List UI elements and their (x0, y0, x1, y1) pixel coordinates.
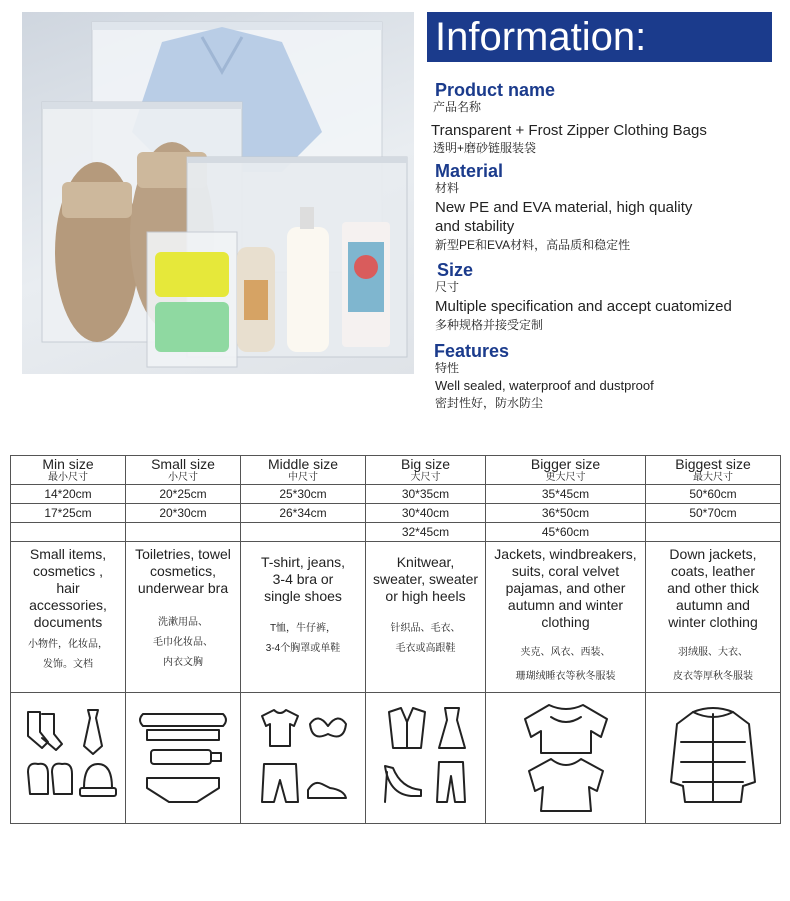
size-value-cn: 多种规格并接受定制 (435, 318, 544, 332)
col-header-min: Min size 最小尺寸 (11, 456, 126, 485)
material-cn: 材料 (435, 181, 460, 195)
shoe-icon (308, 782, 346, 797)
desc-en: Small items, cosmetics , hair accessories, documents (29, 546, 107, 630)
tie-icon (84, 710, 102, 754)
banner-title: Information: (435, 15, 647, 59)
product-name-section (435, 80, 781, 115)
information-banner (427, 12, 772, 62)
description-row (11, 542, 781, 693)
desc-en: Toiletries, towel cosmetics, underwear bra (135, 546, 231, 596)
size-cell: 35*45cm (486, 485, 646, 504)
desc-cn: 小物件，化妆品， 发饰。文档 (28, 639, 108, 670)
socks-icon (28, 712, 62, 750)
size-cell: 32*45cm (366, 523, 486, 542)
size-cell (11, 523, 126, 542)
features-heading: Features (434, 341, 510, 361)
sweater-icon (525, 705, 607, 753)
product-name-heading: Product name (435, 80, 556, 100)
material-value-line1: New PE and EVA material, high quality (435, 199, 693, 216)
product-name-value-cn: 透明+磨砂链服装袋 (433, 141, 537, 155)
desc-cell-min (11, 542, 126, 693)
desc-en: T-shirt, jeans, 3-4 bra or single shoes (260, 554, 346, 604)
icon-cell-min (11, 693, 126, 824)
hat-icon (80, 764, 116, 796)
size-cell: 26*34cm (241, 504, 366, 523)
underwear-icon (147, 778, 219, 802)
size-cell: 45*60cm (486, 523, 646, 542)
size-cell (646, 523, 781, 542)
desc-cn: 洗漱用品、 毛巾化妆品、 内衣文胸 (153, 617, 213, 668)
size-cell: 30*40cm (366, 504, 486, 523)
desc-cn: 针织品、毛衣、 毛衣或高跟鞋 (390, 623, 461, 654)
icon-cell-bigger (486, 693, 646, 824)
product-info (431, 80, 781, 411)
icon-cell-small (126, 693, 241, 824)
desc-cn: T恤，牛仔裤， 3-4个胸罩或单鞋 (265, 623, 341, 654)
icon-cell-biggest (646, 693, 781, 824)
size-heading: Size (437, 260, 474, 280)
blouse-icon (529, 759, 603, 811)
col-header-small: Small size 小尺寸 (126, 456, 241, 485)
down-jacket-icon (671, 708, 755, 802)
desc-cn: 夹克、风衣、西装、 珊瑚绒睡衣等秋冬服装 (515, 647, 616, 682)
size-cell: 30*35cm (366, 485, 486, 504)
dress-icon (439, 708, 465, 748)
size-cell: 25*30cm (241, 485, 366, 504)
desc-en: Jackets, windbreakers, suits, coral velvet pajamas, and other autumn and winter clothing (494, 546, 637, 630)
desc-cell-middle (241, 542, 366, 693)
features-value: Well sealed, waterproof and dustproof (435, 378, 654, 393)
towel-icon (140, 714, 226, 740)
features-cn: 特性 (435, 361, 460, 375)
jacket-icon (389, 708, 425, 748)
icon-row (11, 693, 781, 824)
material-value-line2: and stability (435, 218, 515, 235)
size-cell: 14*20cm (11, 485, 126, 504)
shorts-icon (262, 764, 298, 802)
size-table (10, 455, 781, 824)
product-name-value: Transparent + Frost Zipper Clothing Bags (431, 122, 707, 139)
col-header-middle: Middle size 中尺寸 (241, 456, 366, 485)
product-photo (22, 12, 414, 374)
material-value-cn: 新型PE和EVA材料，高品质和稳定性 (435, 238, 631, 252)
header-row (11, 456, 781, 485)
desc-en: Down jackets, coats, leather and other thick autumn and winter clothing (667, 546, 759, 630)
size-cell: 50*70cm (646, 504, 781, 523)
pants-icon (437, 762, 465, 802)
size-cn: 尺寸 (435, 280, 460, 294)
desc-cell-big (366, 542, 486, 693)
col-header-biggest: Biggest size 最大尺寸 (646, 456, 781, 485)
size-cell: 50*60cm (646, 485, 781, 504)
size-cell (241, 523, 366, 542)
icon-cell-big (366, 693, 486, 824)
desc-cell-bigger (486, 542, 646, 693)
size-row-1 (11, 485, 781, 504)
size-row-2 (11, 504, 781, 523)
size-cell (126, 523, 241, 542)
desc-en: Knitwear, sweater, sweater or high heels (372, 554, 479, 604)
desc-cn: 羽绒服、大衣、 皮衣等厚秋冬服装 (673, 647, 753, 682)
bra-icon (310, 718, 346, 736)
high-heel-icon (385, 766, 421, 802)
tshirt-icon (262, 710, 298, 746)
material-heading: Material (435, 161, 504, 181)
size-cell: 20*30cm (126, 504, 241, 523)
size-cell: 36*50cm (486, 504, 646, 523)
desc-cell-biggest (646, 542, 781, 693)
icon-cell-middle (241, 693, 366, 824)
size-value: Multiple specification and accept cuatomized (435, 298, 732, 315)
size-cell: 20*25cm (126, 485, 241, 504)
toothpaste-icon (151, 750, 221, 764)
size-cell: 17*25cm (11, 504, 126, 523)
size-row-3 (11, 523, 781, 542)
desc-cell-small (126, 542, 241, 693)
col-header-big: Big size 大尺寸 (366, 456, 486, 485)
gloves-icon (28, 763, 72, 793)
product-name-cn: 产品名称 (433, 100, 482, 114)
zipper-bags-image (22, 12, 414, 374)
col-header-bigger: Bigger size 更大尺寸 (486, 456, 646, 485)
features-value-cn: 密封性好，防水防尘 (435, 396, 544, 410)
